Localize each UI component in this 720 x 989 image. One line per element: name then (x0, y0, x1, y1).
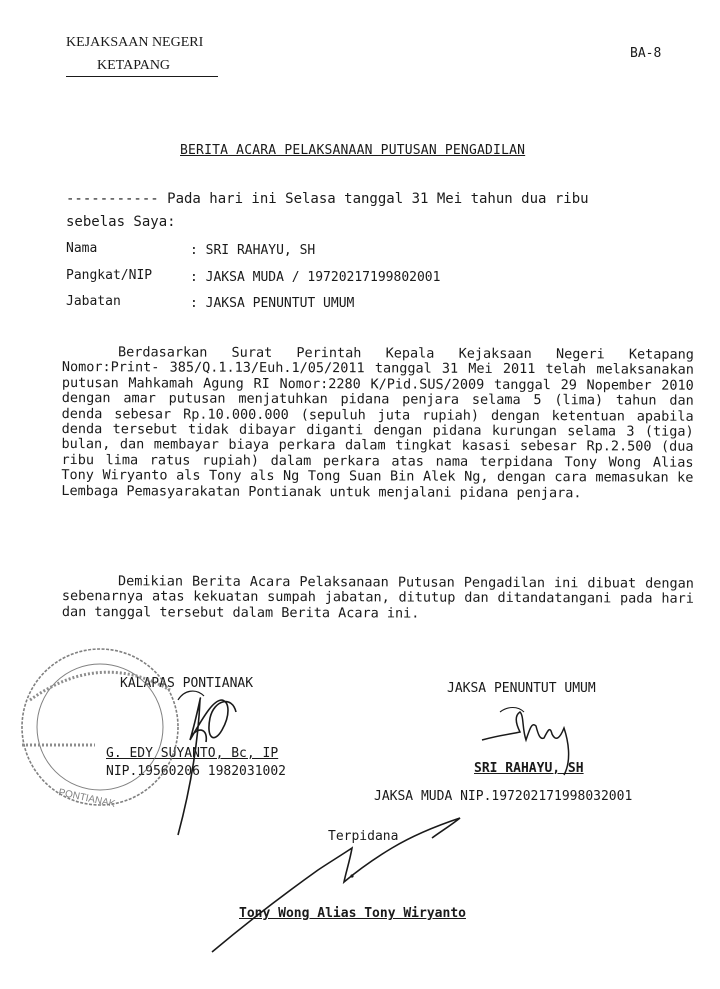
office-city: KETAPANG (97, 58, 171, 73)
office-name: KEJAKSAAN NEGERI (66, 35, 204, 50)
field-value-nama: : SRI RAHAYU, SH (190, 243, 316, 258)
left-signatory-title: KALAPAS PONTIANAK (120, 676, 254, 691)
field-value-pangkat: : JAKSA MUDA / 19720217199802001 (190, 270, 441, 285)
convict-name: Tony Wong Alias Tony Wiryanto (239, 906, 466, 921)
left-signatory-nip: NIP.19560206 1982031002 (106, 764, 287, 779)
right-signatory-name: SRI RAHAYU, SH (474, 761, 584, 776)
convict-title: Terpidana (328, 829, 399, 844)
field-label-nama: Nama (66, 241, 98, 256)
right-signatory-nip: JAKSA MUDA NIP.197202171998032001 (374, 789, 633, 804)
intro-line-2: sebelas Saya: (66, 214, 176, 230)
body-paragraph-2: Demikian Berita Acara Pelaksanaan Putusan Pengadilan ini dibuat dengan sebenarnya atas kekuatan sumpah jabatan, ditutup dan ditandatangani pada hari dan tanggal tersebut dalam Berita Acara ini. (61, 573, 694, 622)
field-label-jabatan: Jabatan (66, 294, 121, 309)
field-label-pangkat: Pangkat/NIP (66, 268, 153, 283)
field-value-jabatan: : JAKSA PENUNTUT UMUM (190, 296, 355, 311)
official-stamp (22, 649, 178, 810)
document-title: BERITA ACARA PELAKSANAAN PUTUSAN PENGADILAN (180, 143, 526, 158)
right-handwritten-signature (482, 712, 569, 775)
body-paragraph-1: Berdasarkan Surat Perintah Kepala Kejaksaan Negeri Ketapang Nomor:Print- 385/Q.1.13/Euh.1/05/2011 tanggal 31 Mei 2011 telah melaksanakan putusan Mahkamah Agung RI Nomor:2280 K/Pid.SUS/2009 tanggal 29 Nopember 2010 dengan amar putusan menjatuhkan pidana penjara selama 5 (lima) tahun dan denda sebesar Rp.10.000.000 (sepuluh juta rupiah) dengan ketentuan apabila denda tersebut tidak dibayar diganti dengan pidana kurungan selama 3 (tiga) bulan, dan membayar biaya perkara dalam tingkat kasasi sebesar Rp.2.500 (dua ribu lima ratus rupiah) dalam perkara atas nama terpidana Tony Wong Alias Tony Wiryanto als Tony als Ng Tong Suan Bin Alek Ng, dengan cara memasukan ke Lembaga Pemasyarakatan Pontianak untuk menjalani pidana penjara. (61, 344, 694, 501)
left-handwritten-signature (178, 698, 236, 835)
form-code: BA-8 (630, 46, 662, 61)
right-signatory-title: JAKSA PENUNTUT UMUM (447, 681, 596, 696)
left-signatory-name: G. EDY SUYANTO, Bc, IP (106, 746, 279, 761)
stamp-text: PONTIANAK (57, 787, 117, 810)
convict-handwritten-signature (212, 818, 460, 952)
intro-line-1: ----------- Pada hari ini Selasa tanggal 31 Mei tahun dua ribu (66, 191, 589, 207)
